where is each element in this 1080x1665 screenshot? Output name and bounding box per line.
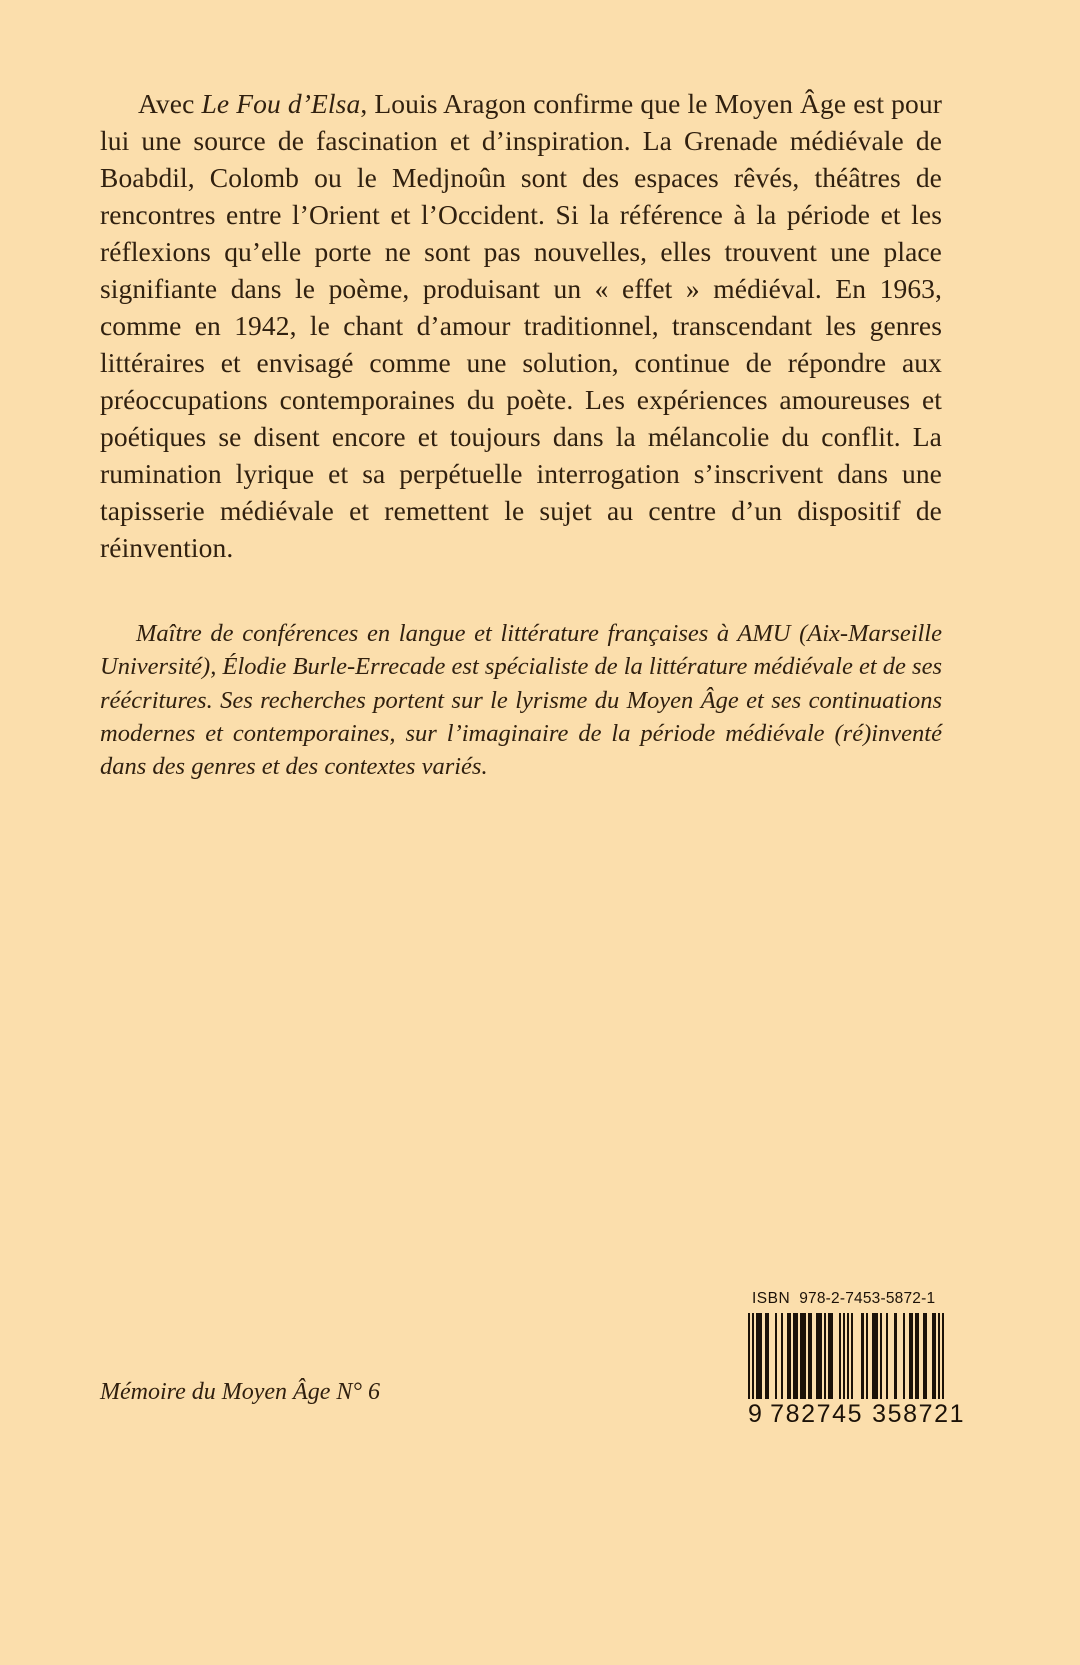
barcode-digits-right-group: 358721 [872, 1400, 966, 1428]
barcode-digit-first: 9 [748, 1400, 764, 1428]
blurb-text-part-2: , Louis Aragon confirme que le Moyen Âge est pour lui une source de fascination et d’inspiration. La Grenade médiévale de Boabdil, Colomb ou le Medjnoûn sont des espaces rêvés, théâtres de rencontres entre l’Orient et l’Occident. Si la référence à la période et les réflexions qu’elle porte ne sont pas nouvelles, elles trouvent une place signifiante dans le poème, produisant un « effet » médiéval. En 1963, comme en 1942, le chant d’amour traditionnel, transcendant les genres littéraires et envisagé comme une solution, continue de répondre aux préoccupations contemporaines du poète. Les expériences amoureuses et poétiques se disent encore et toujours dans la mélancolie du conflit. La rumination lyrique et sa perpétuelle interrogation s’inscrivent dans une tapisserie médiévale et remettent le sujet au centre d’un dispositif de réinvention. [100, 88, 942, 563]
isbn-barcode-block [748, 1290, 966, 1431]
blurb-paragraph [100, 86, 942, 567]
series-collection-line: Mémoire du Moyen Âge N° 6 [100, 1379, 380, 1405]
barcode-digits [748, 1400, 966, 1429]
blurb-text-part-1: Avec [138, 88, 202, 119]
isbn-number: 978-2-7453-5872-1 [799, 1290, 936, 1307]
isbn-label: ISBN [752, 1290, 791, 1307]
book-title-italic: Le Fou d’Elsa [201, 88, 361, 119]
barcode-digits-left-group: 782745 [770, 1400, 864, 1428]
isbn-text-line [748, 1290, 944, 1308]
author-bio-text: Maître de conférences en langue et littérature françaises à AMU (Aix-Marseille Université), Élodie Burle-Errecade est spécialiste de la littérature médiévale et de ses réécritures. Ses recherches portent sur le lyrisme du Moyen Âge et ses continuations modernes et contemporaines, sur l’imaginaire de la période médiévale (ré)inventé dans des genres et des contextes variés. [100, 620, 942, 781]
author-bio-paragraph [100, 617, 942, 784]
barcode-bars [748, 1313, 944, 1399]
barcode [748, 1313, 966, 1431]
